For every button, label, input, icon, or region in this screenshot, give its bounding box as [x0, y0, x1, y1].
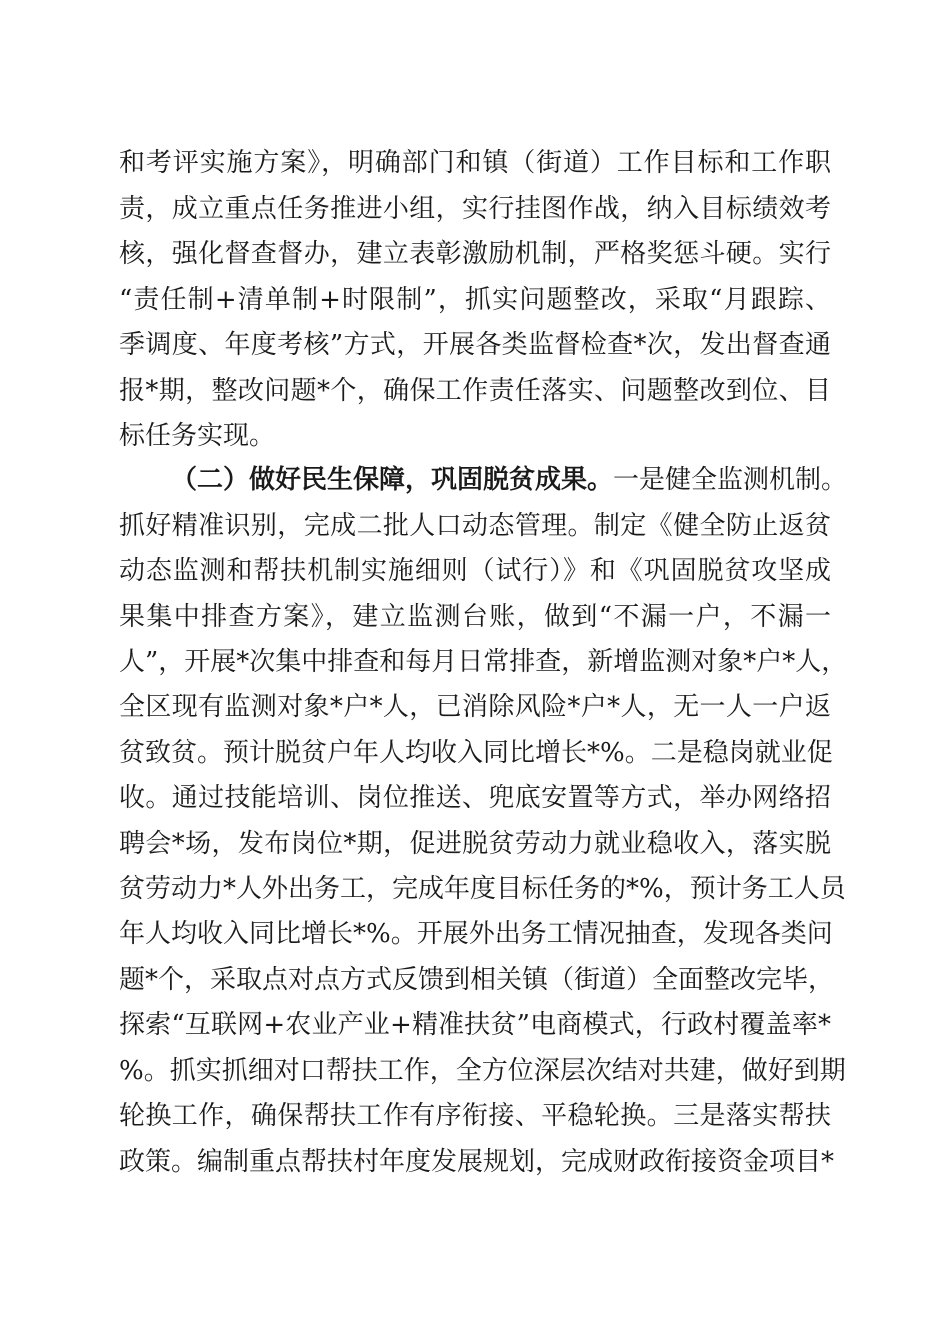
- text-line: 季调度、年度考核”方式，开展各类监督检查*次，发出督查通: [119, 330, 831, 360]
- section-heading: （二）做好民生保障，巩固脱贫成果。: [171, 465, 614, 495]
- text-line: 抓好精准识别，完成二批人口动态管理。制定《健全防止返贫: [119, 511, 831, 541]
- text-line: 政策。编制重点帮扶村年度发展规划，完成财政衔接资金项目*: [119, 1147, 835, 1177]
- text-line: 标任务实现。: [119, 421, 276, 451]
- text-line: 聘会*场，发布岗位*期，促进脱贫劳动力就业稳收入，落实脱: [119, 829, 831, 859]
- text-line: “责任制+清单制+时限制”，抓实问题整改，采取“月跟踪、: [119, 285, 831, 315]
- text-line: 核，强化督查督办，建立表彰激励机制，严格奖惩斗硬。实行: [119, 239, 831, 269]
- text-line: 题*个，采取点对点方式反馈到相关镇（街道）全面整改完毕，: [119, 965, 835, 995]
- text-line: 探索“互联网+农业产业+精准扶贫”电商模式，行政村覆盖率*: [119, 1010, 831, 1040]
- text-line: %。抓实抓细对口帮扶工作，全方位深层次结对共建，做好到期: [119, 1056, 846, 1086]
- text-line: 和考评实施方案》，明确部门和镇（街道）工作目标和工作职: [119, 148, 831, 178]
- text-line: 收。通过技能培训、岗位推送、兜底安置等方式，举办网络招: [119, 783, 831, 813]
- text-line: 全区现有监测对象*户*人，已消除风险*户*人，无一人一户返: [119, 692, 831, 722]
- text-line: 贫劳动力*人外出务工，完成年度目标任务的*%，预计务工人员: [119, 874, 846, 904]
- text-line: 人”，开展*次集中排查和每月日常排查，新增监测对象*户*人，: [119, 647, 848, 677]
- text-line: 年人均收入同比增长*%。开展外出务工情况抽查，发现各类问: [119, 919, 833, 949]
- text-line: 动态监测和帮扶机制实施细则（试行）》和《巩固脱贫攻坚成: [119, 556, 831, 586]
- section-heading-line: [171, 460, 848, 500]
- text-line: 果集中排查方案》，建立监测台账，做到“不漏一户，不漏一: [119, 602, 831, 632]
- text-line: 责，成立重点任务推进小组，实行挂图作战，纳入目标绩效考: [119, 194, 831, 224]
- text-line: 贫致贫。预计脱贫户年人均收入同比增长*%。二是稳岗就业促: [119, 738, 833, 768]
- text-span: 一是健全监测机制。: [613, 465, 848, 495]
- text-line: 报*期，整改问题*个，确保工作责任落实、问题整改到位、目: [119, 376, 831, 406]
- text-line: 轮换工作，确保帮扶工作有序衔接、平稳轮换。三是落实帮扶: [119, 1101, 831, 1131]
